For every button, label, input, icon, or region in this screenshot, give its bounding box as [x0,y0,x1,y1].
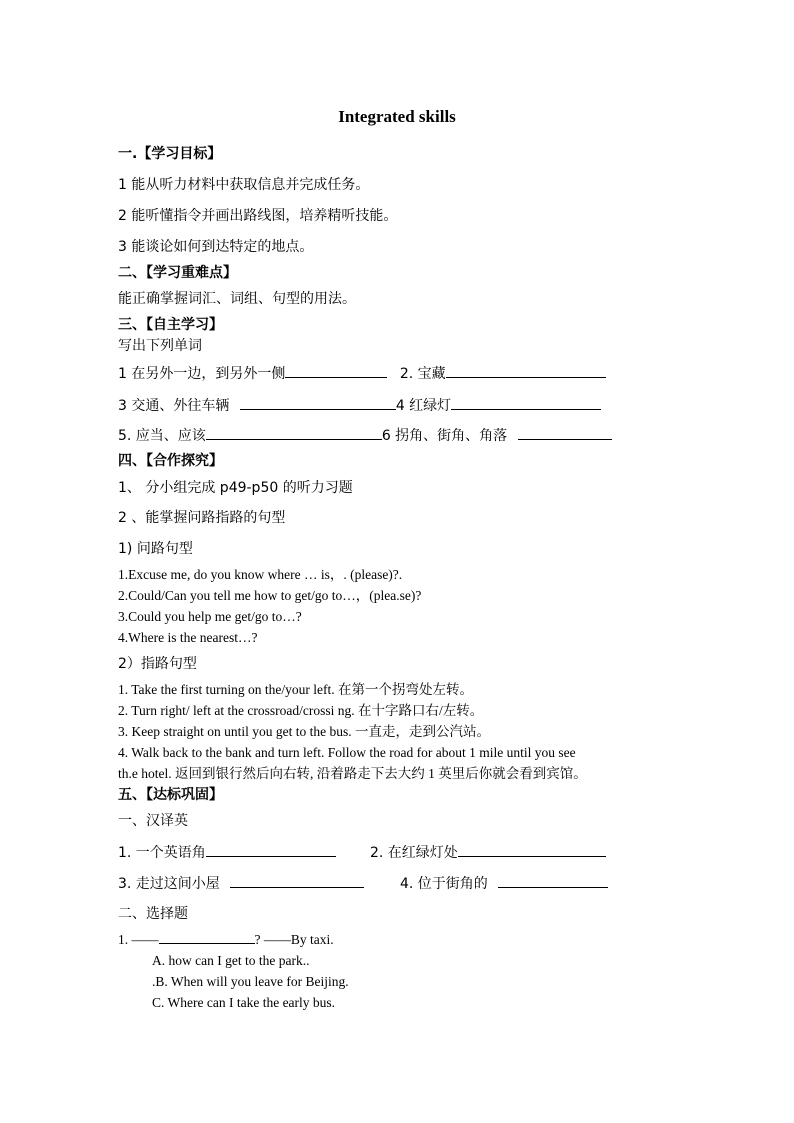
vocab-item-3: 3 交通、外往车辆 [118,398,230,414]
question-suffix: ? ——By taxi. [254,932,334,947]
direction-sentence: 4. Walk back to the bank and turn left. Follow the road for about 1 mile until you see [118,745,576,760]
question-prefix: 1. —— [118,932,159,947]
key-point-text: 能正确掌握词汇、词组、句型的用法。 [118,291,356,307]
vocab-item-6: 6 拐角、街角、角落 [381,428,508,444]
answer-blank[interactable] [159,932,255,944]
answer-blank[interactable] [206,843,336,857]
answer-blank[interactable] [451,396,601,410]
section-heading-cooperation: 四、【合作探究】 [118,453,223,469]
answer-blank[interactable] [240,396,396,410]
vocab-item-4: 4 红绿灯 [395,398,452,414]
translation-item-4: 4. 位于街角的 [400,876,488,892]
self-study-instruction: 写出下列单词 [118,338,202,354]
goal-item: 1 能从听力材料中获取信息并完成任务。 [118,177,370,193]
translation-row [370,843,606,862]
section-heading-consolidation: 五、【达标巩固】 [118,787,223,803]
vocab-item-5: 5. 应当、应该 [118,428,206,444]
goal-item: 3 能谈论如何到达特定的地点。 [118,239,314,255]
section-heading-goals: 一.【学习目标】 [118,146,222,162]
choice-heading: 二、选择题 [118,906,188,922]
ask-way-sentence: 4.Where is the nearest…? [118,630,258,645]
answer-blank[interactable] [458,843,606,857]
section-heading-self-study: 三、【自主学习】 [118,317,223,333]
translation-heading: 一、汉译英 [118,813,188,829]
goal-item: 2 能听懂指令并画出路线图，培养精听技能。 [118,208,398,224]
answer-blank[interactable] [206,426,382,440]
answer-blank[interactable] [230,874,364,888]
vocab-item-2: 2. 宝藏 [399,366,446,382]
answer-blank[interactable] [285,364,387,378]
section-heading-key-points: 二、【学习重难点】 [118,265,237,281]
choice-option[interactable]: A. how can I get to the park.. [152,953,310,968]
direction-sentence: th.e hotel. 返回到银行然后向右转, 沿着路走下去大约 1 英里后你就会看到宾馆。 [118,766,587,781]
translation-row [118,874,364,893]
direction-sentence: 2. Turn right/ left at the crossroad/crossi ng. 在十字路口右/左转。 [118,703,484,718]
ask-way-sentence: 3.Could you help me get/go to…? [118,609,302,624]
cooperation-line: 1、 分小组完成 p49-p50 的听力习题 [118,480,353,496]
page-title: Integrated skills [338,107,456,126]
vocab-row [118,364,606,383]
cooperation-line: 2 、能掌握问路指路的句型 [118,510,286,526]
choice-option[interactable]: C. Where can I take the early bus. [152,995,336,1010]
choice-option[interactable]: .B. When will you leave for Beijing. [152,974,349,989]
ask-way-sentence: 2.Could/Can you tell me how to get/go to…，(plea.se)? [118,588,422,603]
answer-blank[interactable] [518,426,612,440]
choice-question [118,931,334,949]
translation-row [400,874,608,893]
translation-item-3: 3. 走过这间小屋 [118,876,220,892]
vocab-row [118,396,601,415]
ask-way-sentence: 1.Excuse me, do you know where … is，. (please)?. [118,567,403,582]
translation-row [118,843,336,862]
ask-way-heading: 1) 问路句型 [118,541,193,557]
direction-sentence: 3. Keep straight on until you get to the bus. 一直走，走到公汽站。 [118,724,490,739]
translation-item-1: 1. 一个英语角 [118,845,206,861]
translation-item-2: 2. 在红绿灯处 [370,845,458,861]
direction-sentence: 1. Take the first turning on the/your left. 在第一个拐弯处左转。 [118,682,474,697]
answer-blank[interactable] [498,874,608,888]
give-directions-heading: 2）指路句型 [118,656,197,672]
vocab-row [118,426,612,445]
vocab-item-1: 1 在另外一边，到另外一侧 [118,366,286,382]
answer-blank[interactable] [446,364,606,378]
